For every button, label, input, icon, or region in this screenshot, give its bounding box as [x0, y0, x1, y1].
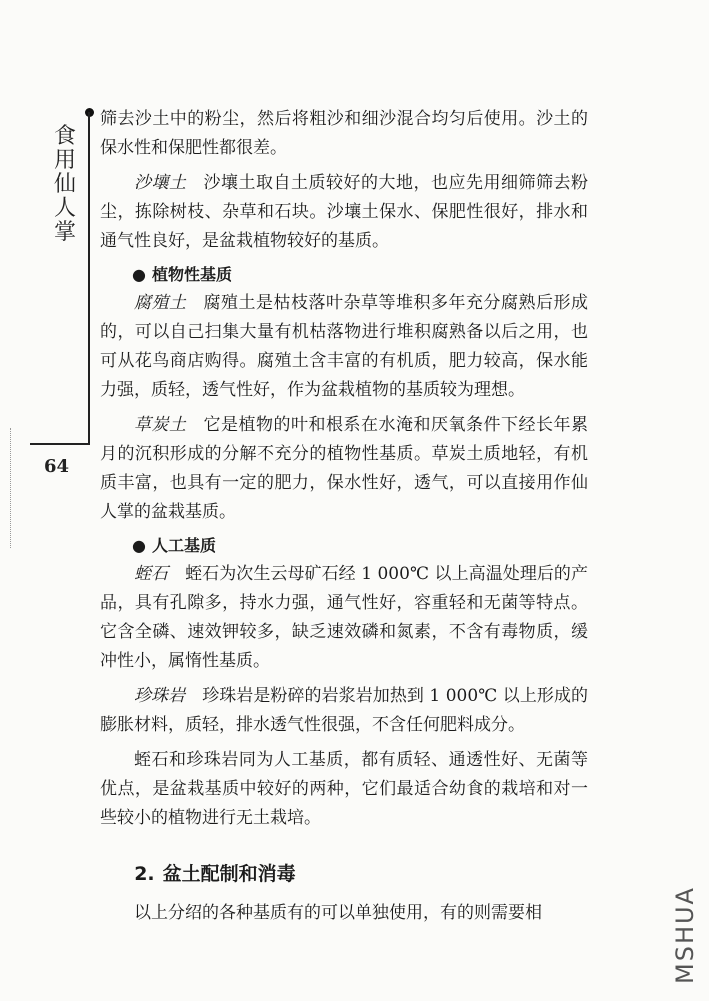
- term-perlite: 珍珠岩: [134, 686, 186, 706]
- subheading-artificial-substrate: [100, 531, 588, 560]
- paragraph-perlite: [100, 682, 588, 740]
- paragraph-sand-continued: 筛去沙土中的粉尘，然后将粗沙和细沙混合均匀后使用。沙土的保水性和保肥性都很差。: [100, 109, 588, 158]
- page-number-rule: [30, 443, 90, 445]
- paragraph-sandy-loam: [100, 169, 588, 256]
- subheading-artificial-substrate-text: 人工基质: [151, 536, 216, 555]
- term-vermiculite: 蛭石: [134, 564, 169, 584]
- paragraph-vermiculite: [100, 560, 588, 676]
- section-heading: [100, 859, 588, 889]
- body-text: [100, 105, 588, 928]
- term-sandy-loam: 沙壤土: [134, 173, 187, 193]
- paragraph-peat: [100, 411, 588, 527]
- paragraph-humus-text: 腐殖土是枯枝落叶杂草等堆积多年充分腐熟后形成的，可以自己扫集大量有机枯落物进行堆积腐熟备以后之用，也可从花鸟商店购得。腐殖土含丰富的有机质，肥力较高，保水能力强，质轻，透气性好，作为盆栽植物的基质较为理想。: [100, 293, 588, 400]
- term-peat: 草炭土: [134, 415, 187, 435]
- margin-vertical-rule: [88, 112, 90, 444]
- paragraph-summary: 蛭石和珍珠岩同为人工基质，都有质轻、通透性好、无菌等优点，是盆栽基质中较好的两种，它们最适合幼食的栽培和对一些较小的植物进行无土栽培。: [100, 750, 588, 828]
- watermark-text: MSHUA: [671, 886, 700, 984]
- paragraph-vermiculite-text: 蛭石为次生云母矿石经 1 000℃ 以上高温处理后的产品，具有孔隙多，持水力强，通气性好，容重轻和无菌等特点。它含全磷、速效钾较多，缺乏速效磷和氮素，不含有毒物质，缓冲性小，属惰性基质。: [100, 564, 588, 671]
- watermark: [670, 885, 700, 985]
- subheading-plant-substrate: [100, 260, 588, 289]
- section-number: 2.: [134, 863, 155, 885]
- bullet-icon: ●: [132, 265, 146, 284]
- page-number: 64: [44, 456, 70, 477]
- running-book-title: 食用仙人掌: [53, 124, 76, 245]
- term-humus: 腐殖土: [134, 293, 187, 313]
- paragraph-section-intro: 以上分绍的各种基质有的可以单独使用，有的则需要相: [134, 903, 542, 923]
- paragraph-perlite-text: 珍珠岩是粉碎的岩浆岩加热到 1 000℃ 以上形成的膨胀材料，质轻，排水透气性很强，不含任何肥料成分。: [100, 686, 588, 735]
- subheading-plant-substrate-text: 植物性基质: [151, 265, 232, 284]
- bullet-icon: ●: [132, 536, 146, 555]
- margin-scan-marks: [10, 428, 15, 548]
- paragraph-sandy-loam-text: 沙壤土取自土质较好的大地，也应先用细筛筛去粉尘，拣除树枝、杂草和石块。沙壤土保水、保肥性很好，排水和通气性良好，是盆栽植物较好的基质。: [100, 173, 588, 251]
- paragraph-humus: [100, 289, 588, 405]
- section-title: 盆土配制和消毒: [162, 863, 296, 885]
- paragraph-peat-text: 它是植物的叶和根系在水淹和厌氧条件下经长年累月的沉积形成的分解不充分的植物性基质。草炭土质地轻，有机质丰富，也具有一定的肥力，保水性好，透气，可以直接用作仙人掌的盆栽基质。: [100, 415, 588, 522]
